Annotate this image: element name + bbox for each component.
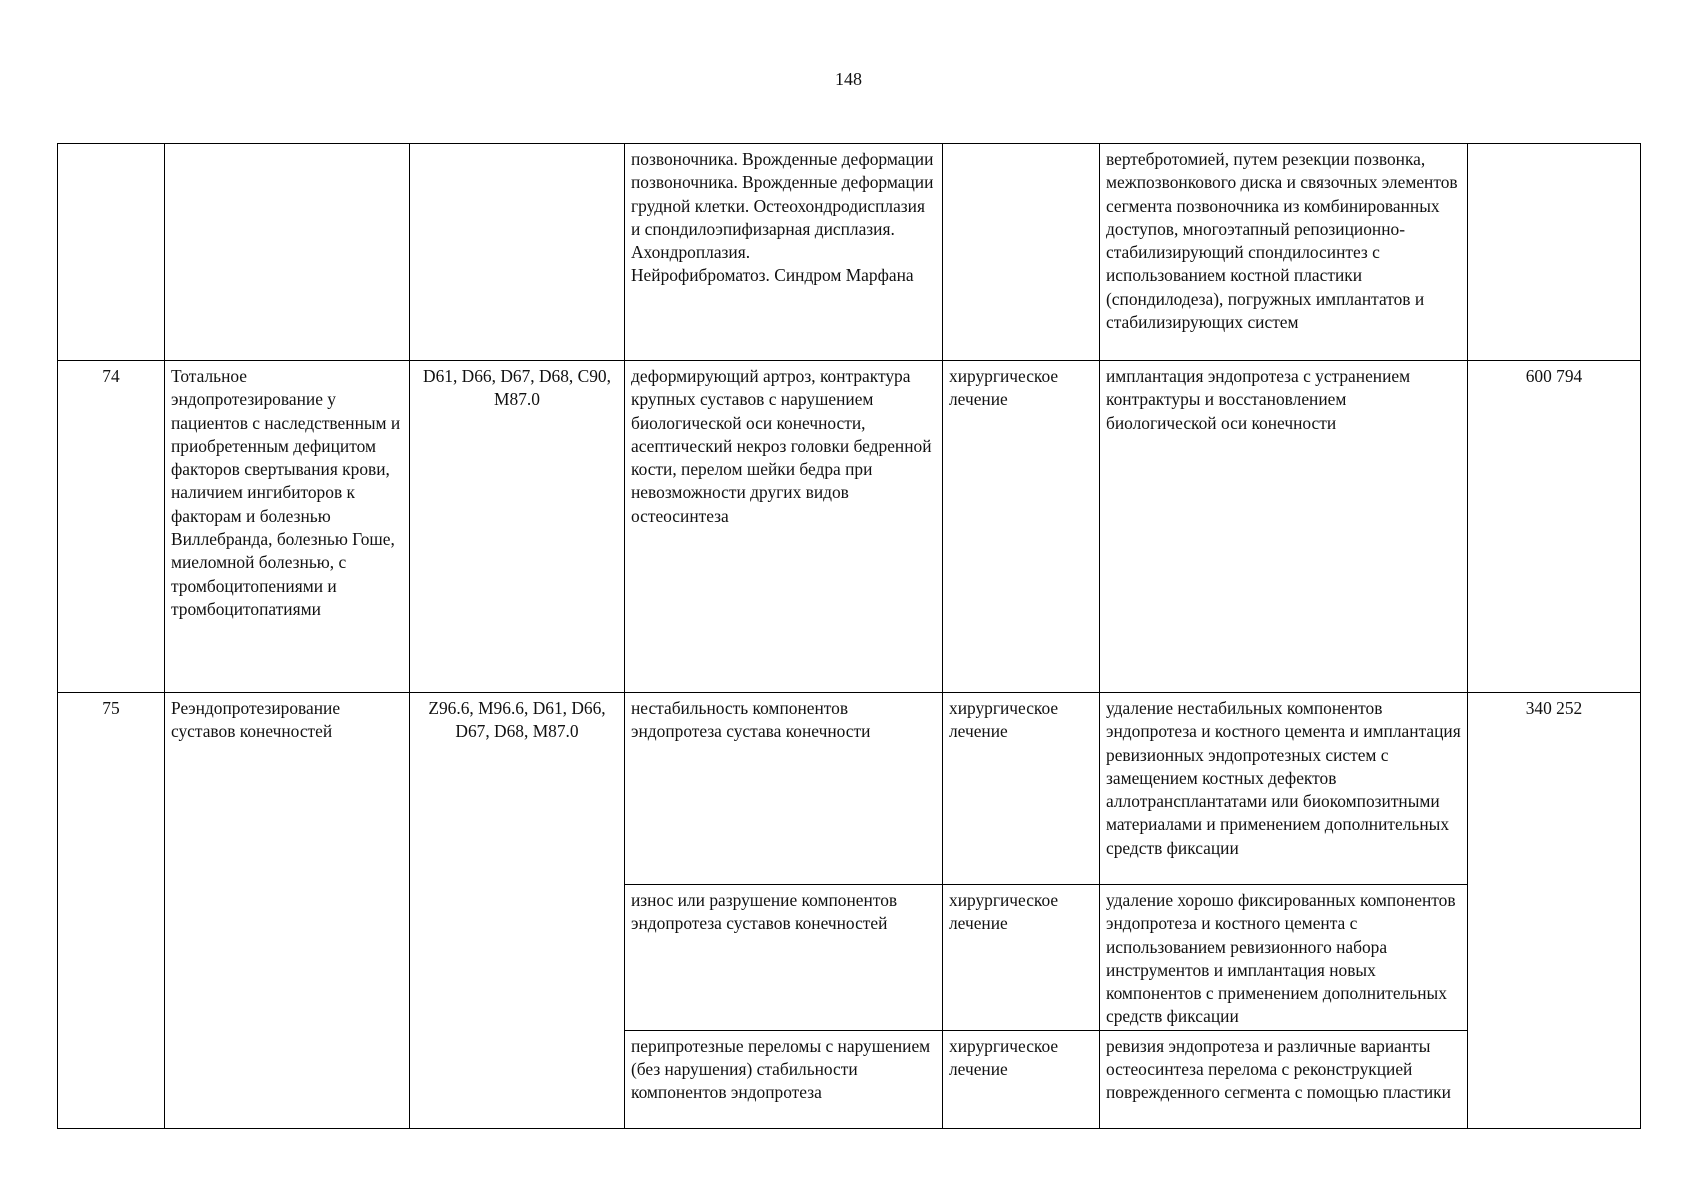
treatment-cell <box>943 144 1100 361</box>
cost-cell: 600 794 <box>1468 361 1641 693</box>
method-cell: имплантация эндопротеза с устранением контрактуры и восстановлением биологической оси конечности <box>1100 361 1468 693</box>
cost-cell <box>1468 144 1641 361</box>
treatment-cell: хирургическое лечение <box>943 885 1100 1031</box>
table-row-75 <box>58 693 1641 885</box>
disease-cell: износ или разрушение компонентов эндопротеза суставов конечностей <box>625 885 943 1031</box>
method-cell: удаление нестабильных компонентов эндопротеза и костного цемента и имплантация ревизионных эндопротезных систем с замещением костных дефектов аллотрансплантатами или биокомпозитными материалами и применением дополнительных средств фиксации <box>1100 693 1468 885</box>
name-cell: Тотальное эндопротезирование у пациентов с наследственным и приобретенным дефицитом факторов свертывания крови, наличием ингибиторов к факторам и болезнью Виллебранда, болезнью Гоше, миеломной болезнью, с тромбоцитопениями и тромбоцитопатиями <box>165 361 410 693</box>
disease-cell <box>625 144 943 361</box>
cost-cell: 340 252 <box>1468 693 1641 1129</box>
table-row-continuation <box>58 144 1641 361</box>
disease-cell: нестабильность компонентов эндопротеза сустава конечности <box>625 693 943 885</box>
name-cell <box>165 144 410 361</box>
disease-cell: перипротезные переломы с нарушением (без нарушения) стабильности компонентов эндопротеза <box>625 1030 943 1128</box>
disease-text: позвоночника. Врожденные деформации позвоночника. Врожденные деформации грудной клетки. Остеохондродисплазия и спондилоэпифизарная дисплазия. Ахондроплазия. <box>631 149 934 263</box>
codes-cell <box>410 144 625 361</box>
method-cell: вертебротомией, путем резекции позвонка, межпозвонкового диска и связочных элементов сегмента позвоночника из комбинированных доступов, многоэтапный репозиционно-стабилизирующий спондилосинтез с использованием костной пластики (спондилодеза), погружных имплантатов и стабилизирующих систем <box>1100 144 1468 361</box>
number-cell: 75 <box>58 693 165 1129</box>
page-number: 148 <box>835 69 862 89</box>
number-cell <box>58 144 165 361</box>
method-cell: ревизия эндопротеза и различные варианты остеосинтеза перелома с реконструкцией поврежденного сегмента с помощью пластики <box>1100 1030 1468 1128</box>
disease-text-extra: Нейрофиброматоз. Синдром Марфана <box>631 265 914 286</box>
codes-cell: D61, D66, D67, D68, C90, M87.0 <box>410 361 625 693</box>
treatment-cell: хирургическое лечение <box>943 361 1100 693</box>
disease-cell: деформирующий артроз, контрактура крупных суставов с нарушением биологической оси конечности, асептический некроз головки бедренной кости, перелом шейки бедра при невозможности других видов остеосинтеза <box>625 361 943 693</box>
method-cell: удаление хорошо фиксированных компонентов эндопротеза и костного цемента с использованием ревизионного набора инструментов и имплантация новых компонентов с применением дополнительных средств фиксации <box>1100 885 1468 1031</box>
treatment-cell: хирургическое лечение <box>943 1030 1100 1128</box>
table-row-74 <box>58 361 1641 693</box>
medical-care-table <box>57 143 1641 1129</box>
treatment-cell: хирургическое лечение <box>943 693 1100 885</box>
number-cell: 74 <box>58 361 165 693</box>
codes-cell: Z96.6, M96.6, D61, D66, D67, D68, M87.0 <box>410 693 625 1129</box>
name-cell: Реэндопротезирование суставов конечностей <box>165 693 410 1129</box>
